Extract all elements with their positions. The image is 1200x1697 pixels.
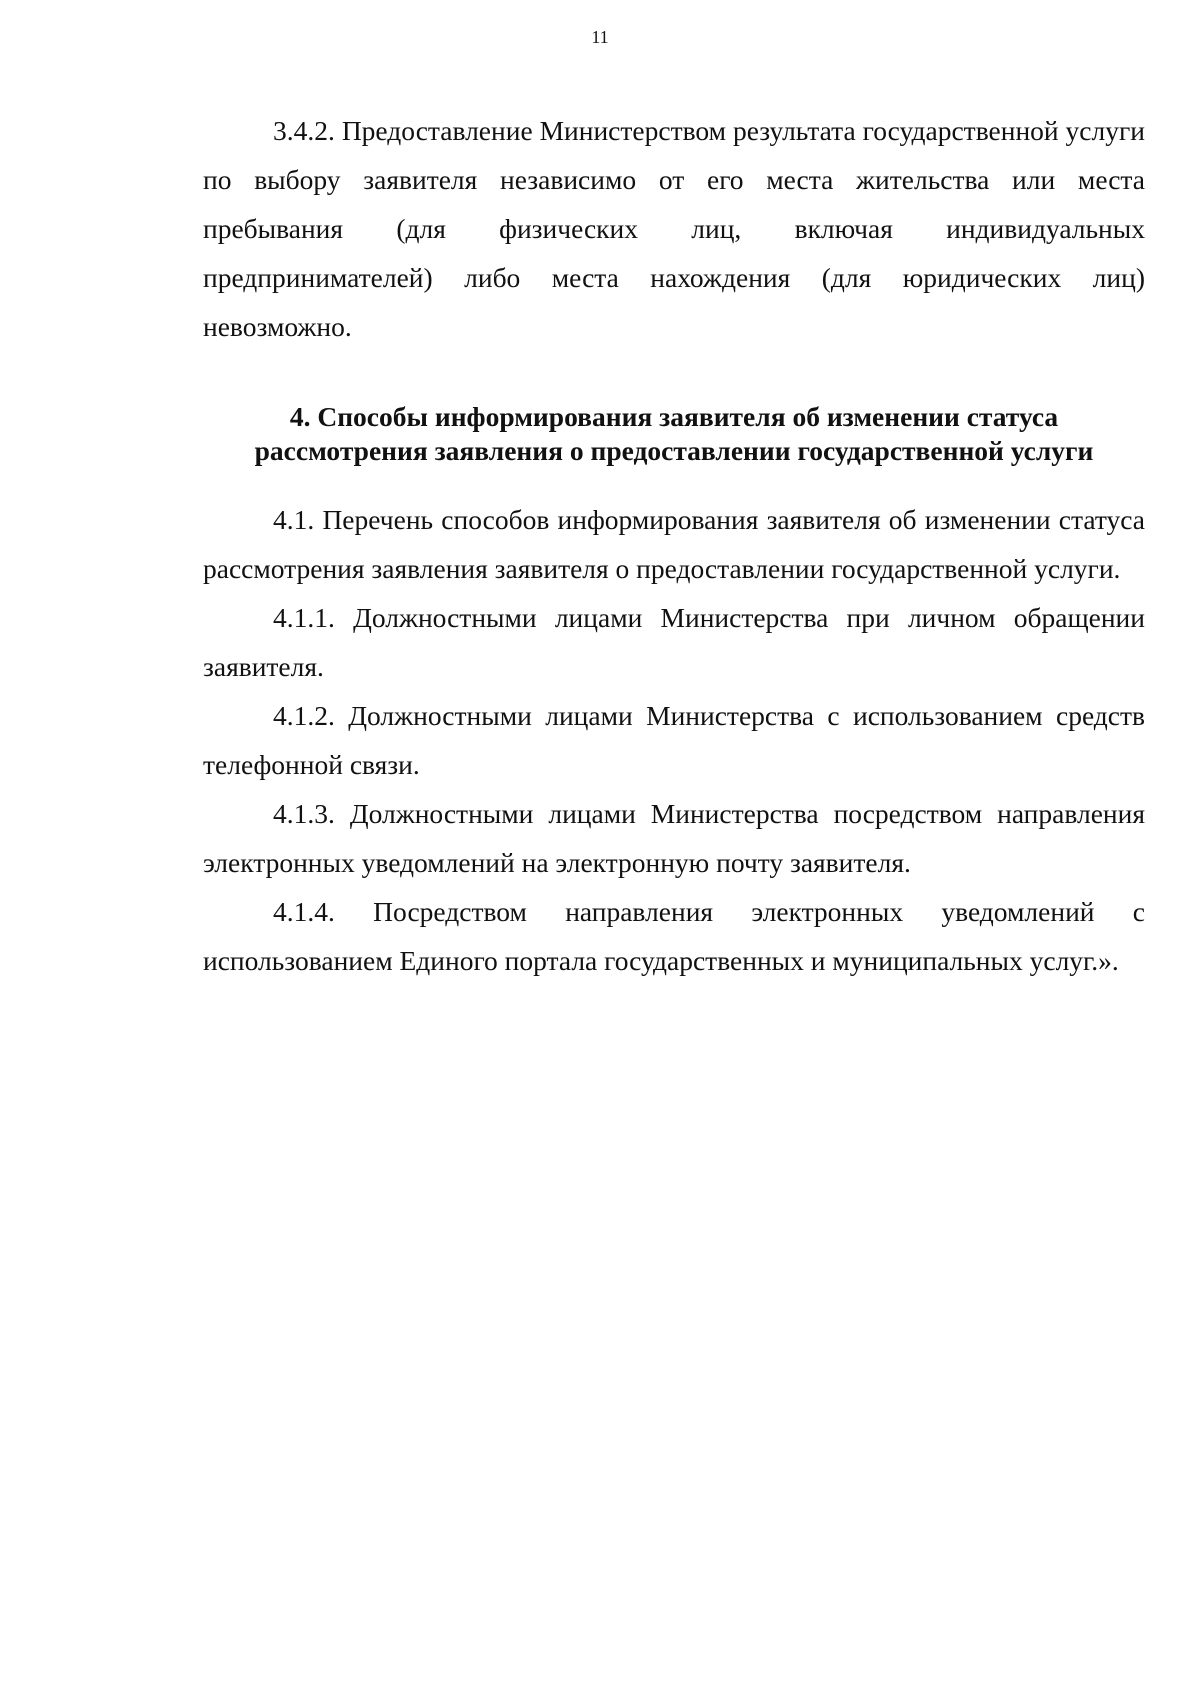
section-4-heading-line-1: 4. Способы информирования заявителя об изменении статуса	[289, 401, 1059, 432]
section-4-heading	[203, 400, 1145, 468]
page-number: 11	[591, 27, 609, 47]
paragraph-4-1-1: 4.1.1. Должностными лицами Министерства при личном обращении заявителя.	[203, 602, 1145, 682]
paragraph-4-1-4: 4.1.4. Посредством направления электронных уведомлений с использованием Единого портала государственных и муниципальных услуг.».	[203, 896, 1145, 976]
paragraph-4-1: 4.1. Перечень способов информирования заявителя об изменении статуса рассмотрения заявления заявителя о предоставлении государственной услуги.	[203, 504, 1145, 584]
paragraph-4-1-2: 4.1.2. Должностными лицами Министерства с использованием средств телефонной связи.	[203, 700, 1145, 780]
paragraph-4-1-3: 4.1.3. Должностными лицами Министерства посредством направления электронных уведомлений на электронную почту заявителя.	[203, 798, 1145, 878]
paragraph-3-4-2: 3.4.2. Предоставление Министерством результата государственной услуги по выбору заявителя независимо от его места жительства или места пребывания (для физических лиц, включая индивидуальных предпринимателей) либо места нахождения (для юридических лиц) невозможно.	[203, 115, 1145, 342]
document-body	[203, 106, 1145, 985]
section-4-heading-line-2: рассмотрения заявления о предоставлении государственной услуги	[254, 435, 1094, 466]
